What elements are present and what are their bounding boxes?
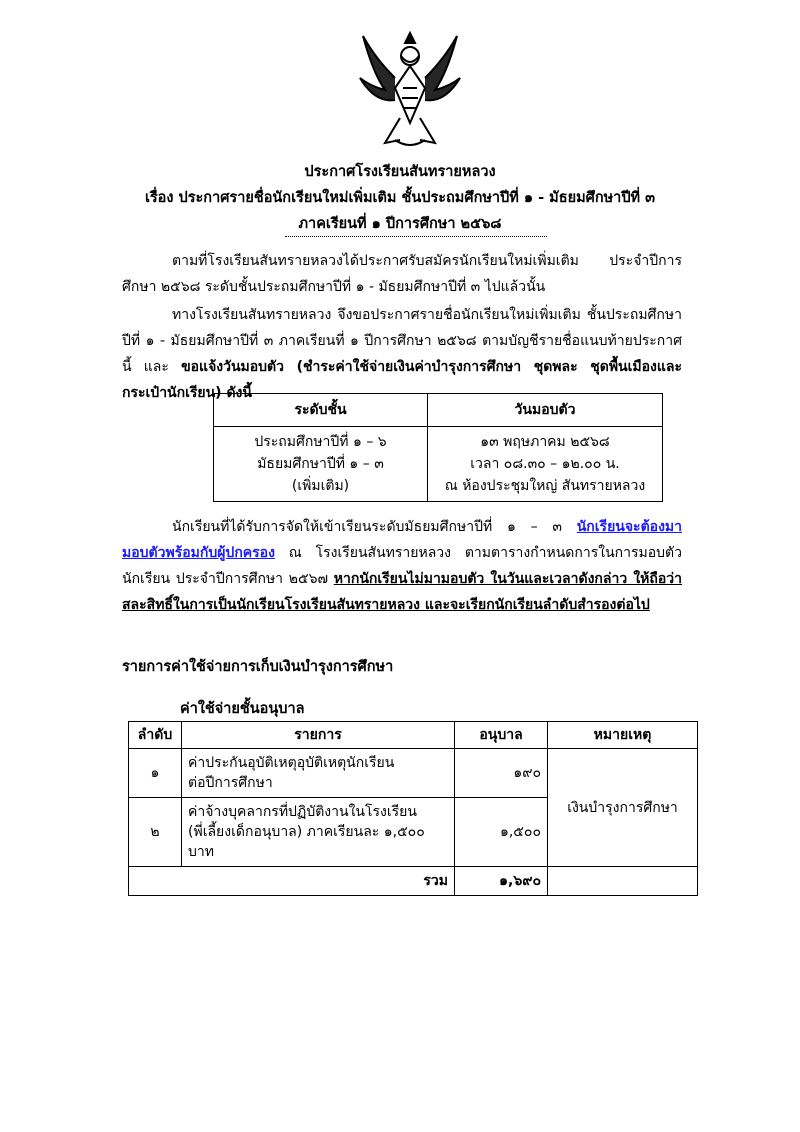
fee-row-item-line: ต่อปีการศึกษา [188, 775, 273, 791]
fee-row-no: ๑ [129, 749, 182, 798]
schedule-header-level: ระดับชั้น [214, 394, 428, 427]
divider [285, 236, 547, 237]
paragraph-2 [122, 302, 682, 406]
fee-row-item-line: ค่าประกันอุบัติเหตุอุบัติเหตุนักเรียน [188, 755, 395, 771]
schedule-date: ๑๓ พฤษภาคม ๒๕๖๘ [480, 434, 610, 450]
schedule-header-date: วันมอบตัว [428, 394, 663, 427]
schedule-details-cell [428, 427, 663, 502]
paragraph-3-text-1: นักเรียนที่ได้รับการจัดให้เข้าเรียนระดับมัธยมศึกษาปีที่ ๑ – ๓ [172, 519, 577, 535]
fee-note: เงินบำรุงการศึกษา [548, 749, 698, 867]
paragraph-3-text-2: ณ โรงเรียนสันทรายหลวง ตามตารางกำหนดการในการมอบตัวนักเรียน ประจำปีการศึกษา ๒๕๖๗ [122, 545, 682, 587]
schedule-time: เวลา ๐๘.๓๐ – ๑๒.๐๐ น. [470, 456, 620, 472]
schedule-levels-cell [214, 427, 428, 502]
paragraph-1 [122, 248, 682, 300]
fee-header-kindergarten: อนุบาล [455, 722, 548, 749]
schedule-level: (เพิ่มเติม) [291, 478, 350, 494]
schedule-table [213, 393, 663, 502]
fee-table [128, 721, 698, 896]
fee-row-item-line: (พี่เลี้ยงเด็กอนุบาล) ภาคเรียนละ ๑,๕๐๐ บาท [188, 824, 425, 860]
fee-row-amount: ๑,๕๐๐ [455, 798, 548, 867]
garuda-emblem-icon [355, 28, 465, 153]
fee-row-item [182, 749, 455, 798]
fee-total-label: รวม [129, 867, 455, 896]
announcement-subject: เรื่อง ประกาศรายชื่อนักเรียนใหม่เพิ่มเติม ชั้นประถมศึกษาปีที่ ๑ - มัธยมศึกษาปีที่ ๓ [144, 190, 656, 206]
fee-row-item [182, 798, 455, 867]
announcement-term: ภาคเรียนที่ ๑ ปีการศึกษา ๒๕๖๘ [298, 216, 502, 232]
schedule-level: ประถมศึกษาปีที่ ๑ – ๖ [254, 434, 387, 450]
fee-total-row [129, 867, 698, 896]
fee-row-item-line: ค่าจ้างบุคลากรที่ปฏิบัติงานในโรงเรียน [188, 804, 417, 820]
paragraph-3 [122, 514, 682, 618]
parent-required-link[interactable]: นักเรียนจะต้องมามอบตัวพร้อมกับผู้ปกครอง [122, 519, 682, 561]
fee-row-amount: ๑๙๐ [455, 749, 548, 798]
table-row [129, 749, 698, 798]
subsection-title: ค่าใช้จ่ายชั้นอนุบาล [180, 701, 305, 717]
fee-header-no: ลำดับ [129, 722, 182, 749]
schedule-place: ณ ห้องประชุมใหญ่ สันทรายหลวง [444, 478, 646, 494]
paragraph-2-text: ทางโรงเรียนสันทรายหลวง จึงขอประกาศรายชื่อนักเรียนใหม่เพิ่มเติม ชั้นประถมศึกษาปีที่ ๑ - มัธยมศึกษาปีที่ ๓ ภาคเรียนที่ ๑ ปีการศึกษา ๒๕๖๘ ตามบัญชีรายชื่อแนบท้ายประกาศนี้ และ [122, 307, 682, 375]
paragraph-1-text: ตามที่โรงเรียนสันทรายหลวงได้ประกาศรับสมัครนักเรียนใหม่เพิ่มเติม ประจำปีการศึกษา ๒๕๖๘ ระดับชั้นประถมศึกษาปีที่ ๑ - มัธยมศึกษาปีที่ ๓ ไปแล้วนั้น [122, 253, 682, 295]
announcement-title: ประกาศโรงเรียนสันทรายหลวง [304, 164, 496, 180]
fee-header-note: หมายเหตุ [548, 722, 698, 749]
schedule-level: มัธยมศึกษาปีที่ ๑ – ๓ [257, 456, 384, 472]
fee-total-amount: ๑,๖๙๐ [455, 867, 548, 896]
section-title: รายการค่าใช้จ่ายการเก็บเงินบำรุงการศึกษา [122, 659, 394, 675]
fee-header-item: รายการ [182, 722, 455, 749]
fee-total-note [548, 867, 698, 896]
paragraph-2-bold: ขอแจ้งวันมอบตัว (ชำระค่าใช้จ่ายเงินค่าบำรุงการศึกษา ชุดพละ ชุดพื้นเมืองและกระเป๋านักเรียน) ดังนี้ [122, 359, 682, 401]
fee-row-no: ๒ [129, 798, 182, 867]
paragraph-3-warning: หากนักเรียนไม่มามอบตัว ในวันและเวลาดังกล่าว ให้ถือว่าสละสิทธิ์ในการเป็นนักเรียนโรงเรียนสันทรายหลวง และจะเรียกนักเรียนลำดับสำรองต่อไป [122, 571, 683, 613]
